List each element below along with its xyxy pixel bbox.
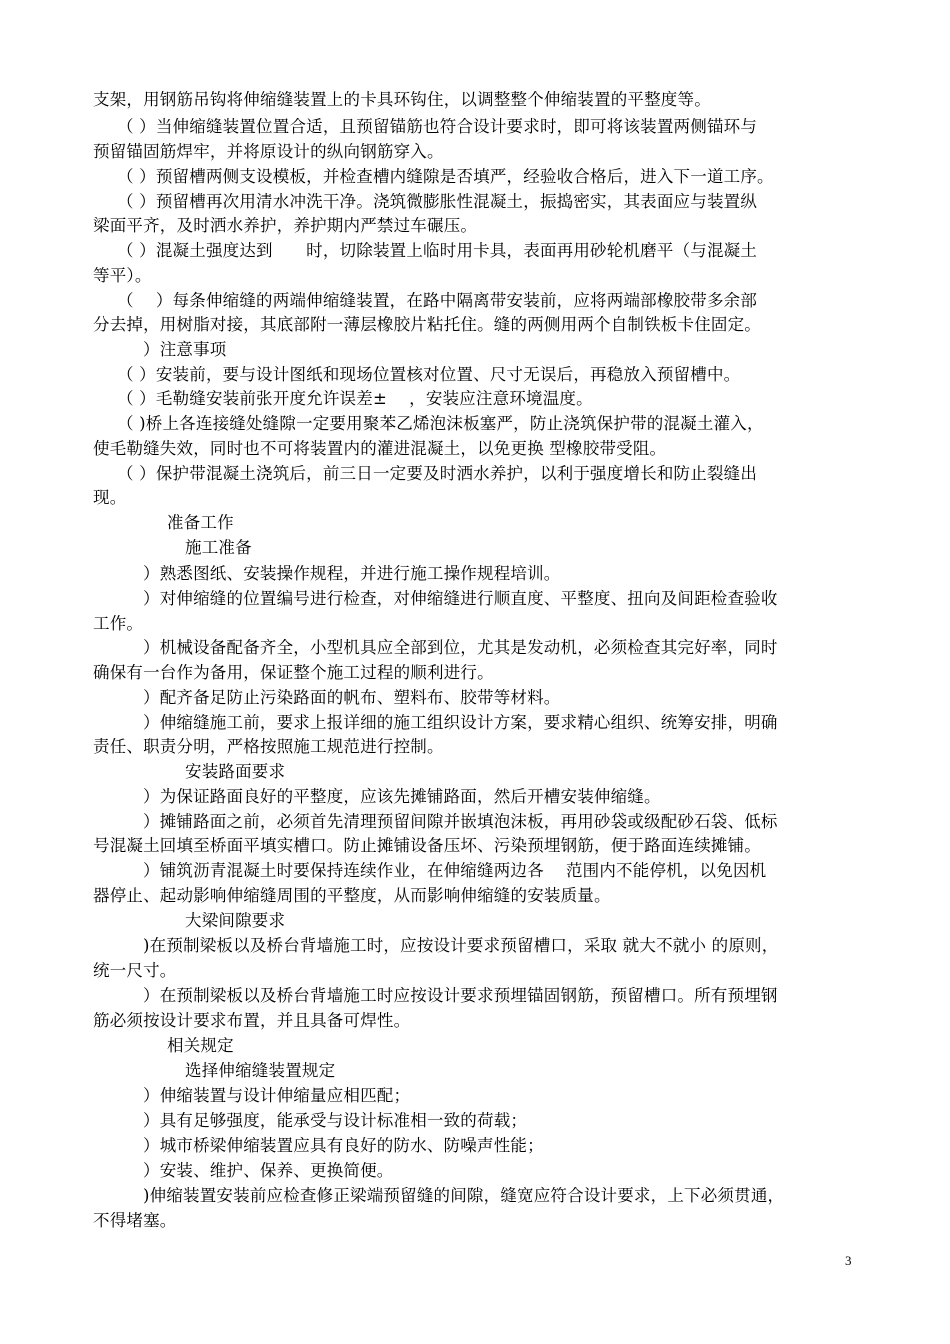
text-line: 工作。 bbox=[93, 614, 144, 633]
text-line: 责任、职责分明，严格按照施工规范进行控制。 bbox=[93, 737, 444, 756]
subsection-heading: 选择伸缩缝装置规定 bbox=[185, 1061, 336, 1080]
text-line: ）具有足够强度，能承受与设计标准相一致的荷载； bbox=[143, 1111, 528, 1130]
text-line: （ ）毛勒缝安装前张开度允许误差± ，安装应注意环境温度。 bbox=[117, 389, 593, 408]
text-line: 分去掉，用树脂对接，其底部附一薄层橡胶片粘托住。缝的两侧用两个自制铁板卡住固定。 bbox=[93, 315, 761, 334]
text-line: （ ）每条伸缩缝的两端伸缩缝装置，在路中隔离带安装前，应将两端部橡胶带多余部 bbox=[117, 291, 758, 310]
text-line: ）铺筑沥青混凝土时要保持连续作业，在伸缩缝两边各 范围内不能停机，以免因机 bbox=[143, 861, 767, 880]
text-line: ）熟悉图纸、安装操作规程，并进行施工操作规程培训。 bbox=[143, 564, 561, 583]
text-line: 筋必须按设计要求布置，并且具备可焊性。 bbox=[93, 1011, 411, 1030]
text-line: ）伸缩装置与设计伸缩量应相匹配； bbox=[143, 1086, 411, 1105]
text-line: ）摊铺路面之前，必须首先清理预留间隙并嵌填泡沫板，再用砂袋或级配砂石袋、低标 bbox=[143, 812, 778, 831]
text-line: （ ）保护带混凝土浇筑后，前三日一定要及时洒水养护，以利于强度增长和防止裂缝出 bbox=[117, 464, 758, 483]
text-line: ）对伸缩缝的位置编号进行检查，对伸缩缝进行顺直度、平整度、扭向及间距检查验收 bbox=[143, 589, 778, 608]
text-line: 预留锚固筋焊牢，并将原设计的纵向钢筋穿入。 bbox=[93, 142, 444, 161]
text-line: ）为保证路面良好的平整度，应该先摊铺路面，然后开槽安装伸缩缝。 bbox=[143, 787, 661, 806]
text-line: ）在预制梁板以及桥台背墙施工时应按设计要求预埋锚固钢筋，预留槽口。所有预埋钢 bbox=[143, 986, 778, 1005]
text-line: 统一尺寸。 bbox=[93, 961, 177, 980]
section-heading: 相关规定 bbox=[167, 1036, 234, 1055]
section-heading: 准备工作 bbox=[167, 513, 234, 532]
text-line: )在预制梁板以及桥台背墙施工时，应按设计要求预留槽口，采取 就大不就小 的原则， bbox=[143, 936, 779, 955]
subsection-heading: 大梁间隙要求 bbox=[185, 911, 286, 930]
text-line: )伸缩装置安装前应检查修正梁端预留缝的间隙，缝宽应符合设计要求，上下必须贯通， bbox=[143, 1186, 785, 1205]
text-line: ）安装、维护、保养、更换简便。 bbox=[143, 1161, 394, 1180]
subsection-heading: 安装路面要求 bbox=[185, 762, 286, 781]
text-line: （ ）混凝土强度达到 时，切除装置上临时用卡具，表面再用砂轮机磨平（与混凝土 bbox=[117, 241, 758, 260]
text-line: （ ）安装前，要与设计图纸和现场位置核对位置、尺寸无误后，再稳放入预留槽中。 bbox=[117, 365, 741, 384]
text-line: （ )桥上各连接缝处缝隙一定要用聚苯乙烯泡沫板塞严，防止浇筑保护带的混凝土灌入， bbox=[117, 414, 764, 433]
text-line: 梁面平齐，及时洒水养护，养护期内严禁过车碾压。 bbox=[93, 216, 478, 235]
text-line: ）配齐备足防止污染路面的帆布、塑料布、胶带等材料。 bbox=[143, 688, 561, 707]
text-line: ）机械设备配备齐全，小型机具应全部到位，尤其是发动机，必须检查其完好率，同时 bbox=[143, 638, 778, 657]
text-line: 号混凝土回填至桥面平填实槽口。防止摊铺设备压坏、污染预埋钢筋，便于路面连续摊铺。 bbox=[93, 836, 761, 855]
text-line: 器停止、起动影响伸缩缝周围的平整度，从而影响伸缩缝的安装质量。 bbox=[93, 886, 611, 905]
text-line: ）伸缩缝施工前，要求上报详细的施工组织设计方案，要求精心组织、统筹安排，明确 bbox=[143, 713, 778, 732]
text-line: 确保有一台作为备用，保证整个施工过程的顺利进行。 bbox=[93, 663, 494, 682]
text-line: 不得堵塞。 bbox=[93, 1211, 177, 1230]
text-line: 现。 bbox=[93, 488, 127, 507]
text-line: 使毛勒缝失效，同时也不可将装置内的灌进混凝土，以免更换 型橡胶带受阻。 bbox=[93, 439, 667, 458]
text-line: （ ）当伸缩缝装置位置合适，且预留锚筋也符合设计要求时，即可将该装置两侧锚环与 bbox=[117, 117, 758, 136]
text-line: 等平）。 bbox=[93, 266, 152, 285]
text-line: ）城市桥梁伸缩装置应具有良好的防水、防噪声性能； bbox=[143, 1136, 544, 1155]
page-number: 3 bbox=[845, 1253, 852, 1268]
text-line: （ ）预留槽两侧支设模板，并检查槽内缝隙是否填严，经验收合格后，进入下一道工序。 bbox=[117, 167, 774, 186]
subsection-heading: 施工准备 bbox=[185, 538, 252, 557]
text-line: 支架，用钢筋吊钩将伸缩缝装置上的卡具环钩住，以调整整个伸缩装置的平整度等。 bbox=[93, 90, 711, 109]
text-line: （ ）预留槽再次用清水冲洗干净。浇筑微膨胀性混凝土，振捣密实，其表面应与装置纵 bbox=[117, 192, 758, 211]
section-heading: ）注意事项 bbox=[143, 340, 227, 359]
